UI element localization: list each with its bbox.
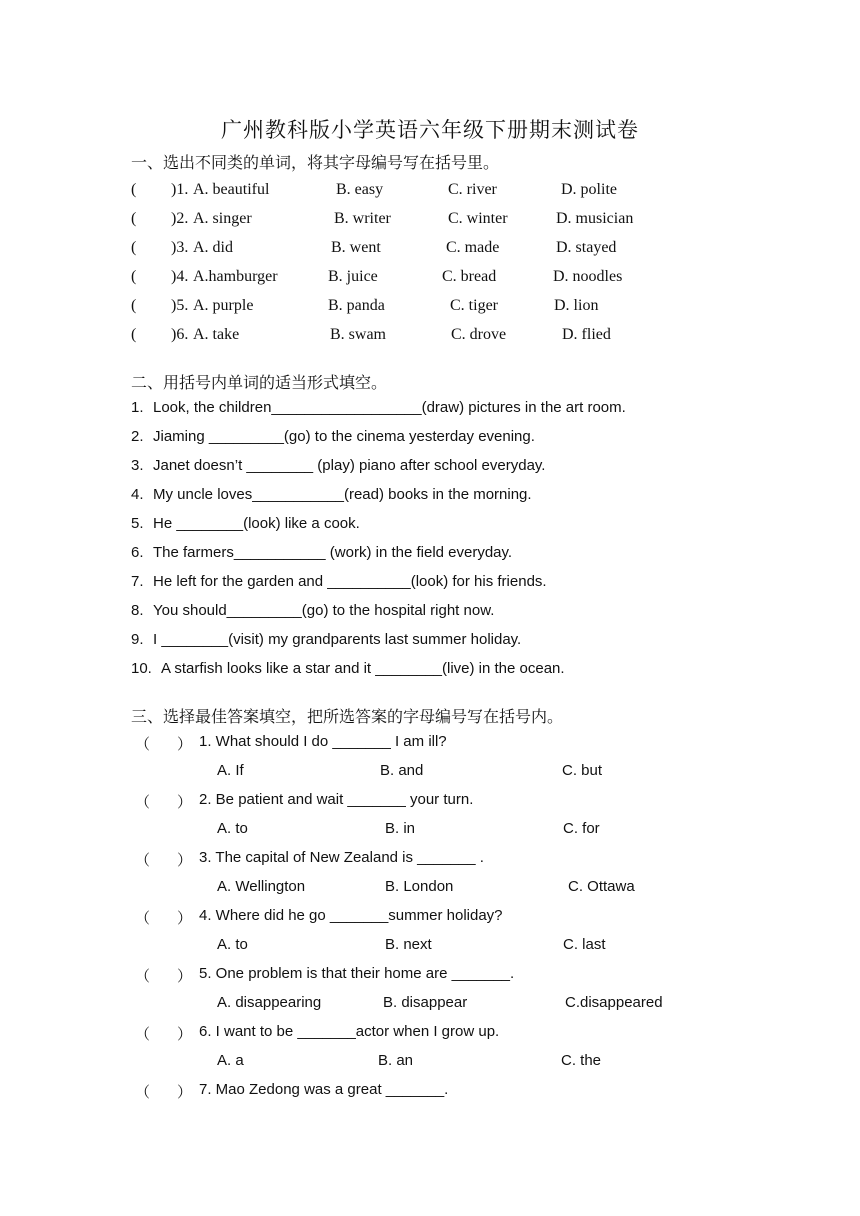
question-text: A starfish looks like a star and it ________(live) in the ocean. (161, 660, 565, 677)
option-a: A. beautiful (193, 181, 270, 198)
s3-options-2 (217, 820, 717, 842)
s3-question-6 (135, 1023, 735, 1045)
answer-paren-close: ） (177, 794, 193, 811)
s3-options-4 (217, 936, 717, 958)
answer-paren-open: （ (135, 1026, 151, 1043)
s3-question-1 (135, 733, 735, 755)
question-text: Janet doesn’t ________ (play) piano after school everyday. (153, 457, 546, 474)
question-number: )3. (171, 239, 189, 256)
option-c: C. tiger (450, 297, 498, 314)
s3-question-4 (135, 907, 735, 929)
option-a: A. Wellington (217, 878, 306, 895)
question-text: 2. Be patient and wait _______ your turn. (199, 791, 474, 808)
option-a: A. If (217, 762, 244, 779)
question-number: 3. (131, 457, 144, 474)
option-d: D. noodles (553, 268, 623, 285)
option-b: B. easy (336, 181, 384, 198)
option-c: C. the (561, 1052, 602, 1069)
option-c: C. Ottawa (568, 878, 635, 895)
option-b: B. in (385, 820, 416, 837)
question-text: 5. One problem is that their home are _______. (199, 965, 515, 982)
section-2-heading: 二、用括号内单词的适当形式填空。 (131, 373, 388, 392)
s3-options-1 (217, 762, 717, 784)
s1-question-2 (131, 210, 751, 234)
question-text: I ________(visit) my grandparents last summer holiday. (153, 631, 522, 648)
question-number: 5. (131, 515, 144, 532)
answer-paren-open: （ (135, 910, 151, 927)
question-number: )1. (171, 181, 189, 198)
s2-question-6 (131, 544, 512, 561)
option-c: C. river (448, 181, 497, 198)
question-number: 8. (131, 602, 144, 619)
s1-question-6 (131, 326, 751, 350)
page-title: 广州教科版小学英语六年级下册期末测试卷 (221, 118, 639, 142)
option-a: A. take (193, 326, 240, 343)
option-b: B. an (378, 1052, 414, 1069)
question-text: 7. Mao Zedong was a great _______. (199, 1081, 449, 1098)
option-d: D. lion (554, 297, 599, 314)
answer-paren: ( (131, 239, 137, 256)
question-number: )4. (171, 268, 189, 285)
option-c: C. last (563, 936, 606, 953)
s1-question-3 (131, 239, 751, 263)
s1-question-1 (131, 181, 751, 205)
s2-question-5 (131, 515, 360, 532)
answer-paren-open: （ (135, 968, 151, 985)
answer-paren-open: （ (135, 1084, 151, 1101)
question-number: 4. (131, 486, 144, 503)
option-b: B. went (331, 239, 381, 256)
question-number: )6. (171, 326, 189, 343)
s3-question-2 (135, 791, 735, 813)
question-text: 4. Where did he go _______summer holiday? (199, 907, 503, 924)
answer-paren-close: ） (177, 968, 193, 985)
s2-question-1 (131, 399, 626, 416)
question-number: 9. (131, 631, 144, 648)
answer-paren: ( (131, 297, 137, 314)
question-text: He left for the garden and __________(look) for his friends. (153, 573, 547, 590)
s3-options-5 (217, 994, 717, 1016)
s2-question-7 (131, 573, 547, 590)
option-b: B. next (385, 936, 432, 953)
question-text: He ________(look) like a cook. (153, 515, 360, 532)
option-c: C. drove (451, 326, 507, 343)
question-number: 6. (131, 544, 144, 561)
s3-question-5 (135, 965, 735, 987)
answer-paren-close: ） (177, 852, 193, 869)
answer-paren-close: ） (177, 1084, 193, 1101)
s3-options-3 (217, 878, 717, 900)
s1-question-5 (131, 297, 751, 321)
option-d: D. flied (562, 326, 611, 343)
section-1-heading: 一、选出不同类的单词，将其字母编号写在括号里。 (131, 153, 500, 172)
answer-paren-close: ） (177, 1026, 193, 1043)
answer-paren: ( (131, 181, 137, 198)
option-b: B. writer (334, 210, 391, 227)
answer-paren: ( (131, 210, 137, 227)
option-a: A. to (217, 820, 248, 837)
answer-paren-open: （ (135, 794, 151, 811)
question-number: 10. (131, 660, 152, 677)
question-number: )5. (171, 297, 189, 314)
s2-question-2 (131, 428, 535, 445)
answer-paren-open: （ (135, 852, 151, 869)
option-d: D. stayed (556, 239, 617, 256)
question-text: 1. What should I do _______ I am ill? (199, 733, 447, 750)
s3-question-7 (135, 1081, 735, 1103)
answer-paren-close: ） (177, 736, 193, 753)
option-c: C. winter (448, 210, 508, 227)
s2-question-10 (131, 660, 565, 677)
section-3-heading: 三、选择最佳答案填空，把所选答案的字母编号写在括号内。 (131, 707, 564, 726)
s2-question-3 (131, 457, 545, 474)
option-a: A. a (217, 1052, 244, 1069)
option-c: C. but (562, 762, 603, 779)
option-c: C. made (446, 239, 500, 256)
option-d: D. polite (561, 181, 617, 198)
option-a: A. disappearing (217, 994, 322, 1011)
option-a: A. singer (193, 210, 252, 227)
option-c: C. bread (442, 268, 497, 285)
answer-paren: ( (131, 326, 137, 343)
option-b: B. swam (330, 326, 386, 343)
s3-question-3 (135, 849, 735, 871)
question-number: 2. (131, 428, 144, 445)
question-text: My uncle loves___________(read) books in the morning. (153, 486, 532, 503)
option-b: B. disappear (383, 994, 468, 1011)
option-b: B. London (385, 878, 454, 895)
answer-paren-open: （ (135, 736, 151, 753)
s1-question-4 (131, 268, 751, 292)
s2-question-4 (131, 486, 532, 503)
s2-question-8 (131, 602, 494, 619)
option-d: D. musician (556, 210, 634, 227)
question-number: 7. (131, 573, 144, 590)
answer-paren-close: ） (177, 910, 193, 927)
question-text: You should_________(go) to the hospital right now. (153, 602, 495, 619)
answer-paren: ( (131, 268, 137, 285)
option-b: B. juice (328, 268, 378, 285)
question-text: The farmers___________ (work) in the field everyday. (153, 544, 513, 561)
option-a: A. did (193, 239, 233, 256)
option-c: C. for (563, 820, 600, 837)
question-text: Jiaming _________(go) to the cinema yesterday evening. (153, 428, 535, 445)
question-text: 6. I want to be _______actor when I grow up. (199, 1023, 500, 1040)
option-a: A.hamburger (193, 268, 278, 285)
question-number: 1. (131, 399, 144, 416)
s3-options-6 (217, 1052, 717, 1074)
option-a: A. purple (193, 297, 254, 314)
s2-question-9 (131, 631, 521, 648)
option-a: A. to (217, 936, 248, 953)
question-number: )2. (171, 210, 189, 227)
question-text: Look, the children__________________(draw) pictures in the art room. (153, 399, 626, 416)
question-text: 3. The capital of New Zealand is _______ . (199, 849, 484, 866)
option-b: B. and (380, 762, 424, 779)
option-b: B. panda (328, 297, 385, 314)
option-c: C.disappeared (565, 994, 663, 1011)
